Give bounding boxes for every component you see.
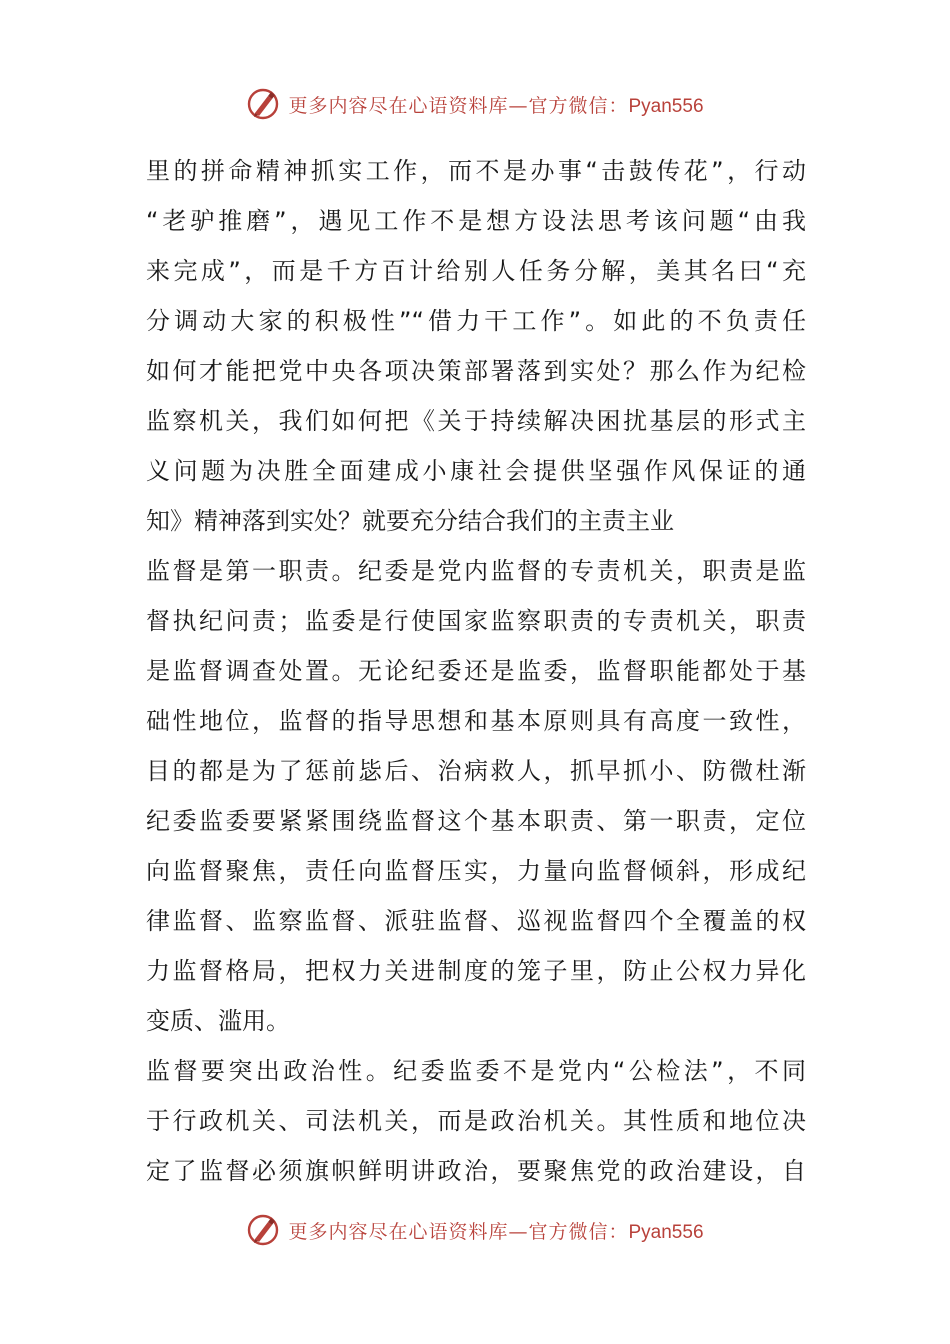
text-line: 如何才能把党中央各项决策部署落到实处？那么作为纪检 xyxy=(146,357,806,385)
footer-text xyxy=(288,1217,703,1244)
text-line: 督执纪问责；监委是行使国家监察职责的专责机关，职责 xyxy=(146,607,806,635)
text-line: 义问题为决胜全面建成小康社会提供坚强作风保证的通 xyxy=(146,457,806,485)
text-line: 力监督格局，把权力关进制度的笼子里，防止公权力异化 xyxy=(146,957,806,985)
text-line: 定了监督必须旗帜鲜明讲政治，要聚焦党的政治建设，自 xyxy=(146,1157,806,1185)
text-line: 知》精神落到实处？就要充分结合我们的主责主业 xyxy=(146,507,674,535)
header-text xyxy=(288,91,703,118)
text-line: 律监督、监察监督、派驻监督、巡视监督四个全覆盖的权 xyxy=(146,907,806,935)
pen-logo-icon xyxy=(246,86,282,122)
footer-banner xyxy=(0,1208,950,1252)
text-line: 监督是第一职责。纪委是党内监督的专责机关，职责是监 xyxy=(146,557,806,585)
text-line: 变质、滥用。 xyxy=(146,1007,290,1035)
footer-wechat-id: Pyan556 xyxy=(628,1221,704,1243)
text-line: 向监督聚焦，责任向监督压实，力量向监督倾斜，形成纪 xyxy=(146,857,806,885)
header-wechat-id: Pyan556 xyxy=(628,95,704,117)
header-label: 更多内容尽在心语资料库—官方微信： xyxy=(288,94,629,117)
text-line: 纪委监委要紧紧围绕监督这个基本职责、第一职责，定位 xyxy=(146,807,806,835)
text-line: 分调动大家的积极性”“借力干工作”。如此的不负责任 xyxy=(146,307,806,335)
text-line: 监察机关，我们如何把《关于持续解决困扰基层的形式主 xyxy=(146,407,806,435)
footer-label: 更多内容尽在心语资料库—官方微信： xyxy=(288,1220,629,1243)
text-line: 监督要突出政治性。纪委监委不是党内“公检法”，不同 xyxy=(146,1057,806,1085)
text-line: 来完成”，而是千方百计给别人任务分解，美其名曰“充 xyxy=(146,257,806,285)
text-line: 是监督调查处置。无论纪委还是监委，监督职能都处于基 xyxy=(146,657,806,685)
text-line: 础性地位，监督的指导思想和基本原则具有高度一致性， xyxy=(146,707,806,735)
document-body xyxy=(146,146,806,1196)
header-banner xyxy=(0,82,950,126)
text-line: 于行政机关、司法机关，而是政治机关。其性质和地位决 xyxy=(146,1107,806,1135)
text-line: 里的拼命精神抓实工作，而不是办事“击鼓传花”，行动 xyxy=(146,157,806,185)
text-line: “老驴推磨”，遇见工作不是想方设法思考该问题“由我 xyxy=(146,207,806,235)
text-line: 目的都是为了惩前毖后、治病救人，抓早抓小、防微杜渐 xyxy=(146,757,806,785)
pen-logo-icon xyxy=(246,1212,282,1248)
